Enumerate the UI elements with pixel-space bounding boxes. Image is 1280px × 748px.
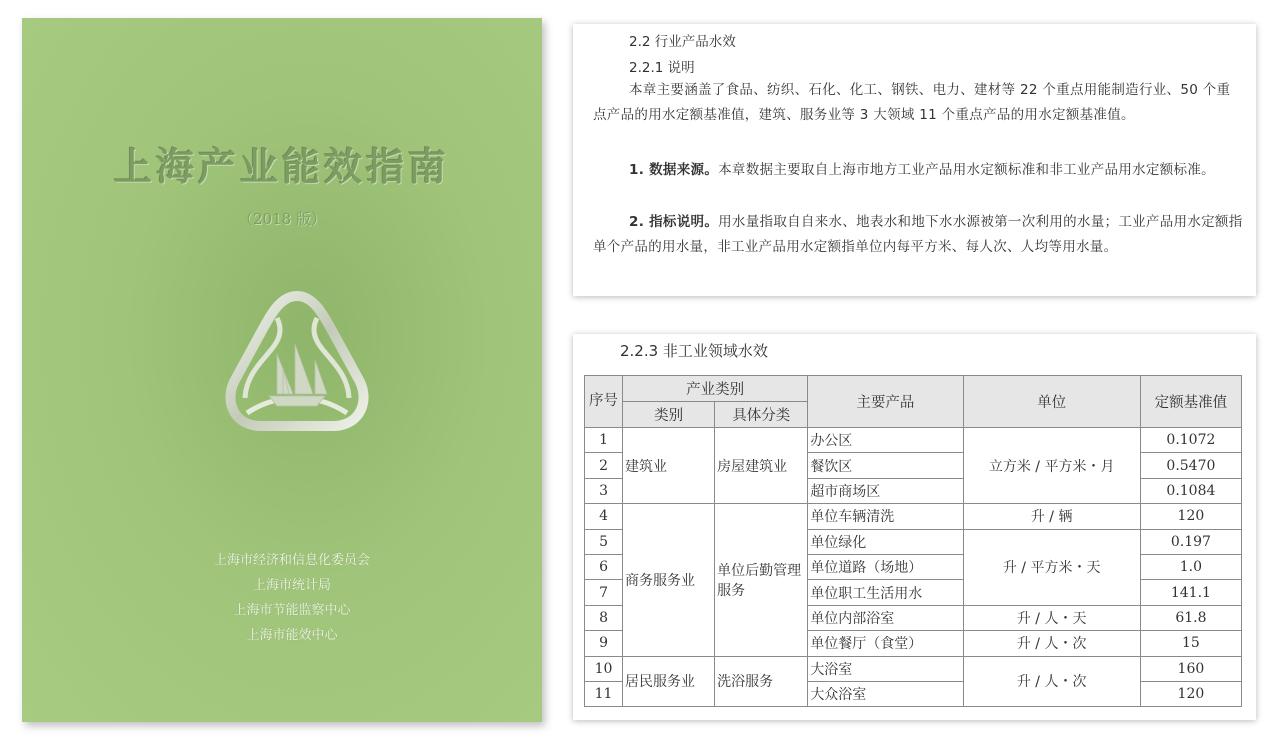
cell-value: 15 bbox=[1140, 631, 1241, 656]
org-line: 上海市经济和信息化委员会 bbox=[213, 553, 370, 568]
cell-seq: 1 bbox=[585, 428, 623, 453]
org-line: 上海市统计局 bbox=[252, 578, 331, 593]
cell-unit: 升 / 人・次 bbox=[963, 631, 1140, 656]
cover-edition: （2018 版） bbox=[238, 210, 326, 228]
cell-product: 办公区 bbox=[808, 428, 963, 453]
cell-value: 120 bbox=[1140, 504, 1241, 529]
header-seq: 序号 bbox=[585, 376, 623, 428]
header-category: 类别 bbox=[623, 402, 715, 428]
table-caption: 2.2.3 非工业领域水效 bbox=[620, 342, 768, 360]
data-source-paragraph bbox=[593, 158, 1243, 183]
cell-value: 1.0 bbox=[1140, 554, 1241, 579]
header-industry: 产业类别 bbox=[623, 376, 808, 402]
cell-product: 单位绿化 bbox=[808, 529, 963, 554]
org-line: 上海市节能监察中心 bbox=[233, 603, 351, 618]
text-excerpt-panel bbox=[573, 24, 1256, 296]
cell-value: 120 bbox=[1140, 681, 1241, 706]
data-source-text: 本章数据主要取自上海市地方工业产品用水定额标准和非工业产品用水定额标准。 bbox=[718, 162, 1215, 178]
cell-product: 餐饮区 bbox=[808, 453, 963, 478]
water-quota-table bbox=[584, 375, 1242, 707]
header-unit: 单位 bbox=[963, 376, 1140, 428]
cell-subcategory: 单位后勤管理服务 bbox=[715, 504, 808, 656]
table-row bbox=[585, 504, 1242, 529]
cell-seq: 7 bbox=[585, 580, 623, 605]
cell-unit: 升 / 平方米・天 bbox=[963, 529, 1140, 605]
cell-value: 160 bbox=[1140, 656, 1241, 681]
cell-product: 大众浴室 bbox=[808, 681, 963, 706]
cell-unit: 立方米 / 平方米・月 bbox=[963, 428, 1140, 504]
cell-value: 0.1072 bbox=[1140, 428, 1241, 453]
section-heading: 2.2 行业产品水效 bbox=[629, 34, 736, 50]
cell-seq: 3 bbox=[585, 478, 623, 503]
header-value: 定额基准值 bbox=[1140, 376, 1241, 428]
header-subcategory: 具体分类 bbox=[715, 402, 808, 428]
cell-product: 单位车辆清洗 bbox=[808, 504, 963, 529]
cell-subcategory: 洗浴服务 bbox=[715, 656, 808, 707]
cell-product: 单位内部浴室 bbox=[808, 605, 963, 630]
cell-product: 单位餐厅（食堂） bbox=[808, 631, 963, 656]
header-product: 主要产品 bbox=[808, 376, 963, 428]
cell-seq: 8 bbox=[585, 605, 623, 630]
cell-unit: 升 / 人・次 bbox=[963, 656, 1140, 707]
cover-title: 上海产业能效指南 bbox=[113, 144, 450, 189]
org-line: 上海市能效中心 bbox=[246, 628, 338, 643]
cover-organizations bbox=[22, 548, 542, 648]
cell-unit: 升 / 辆 bbox=[963, 504, 1140, 529]
intro-paragraph: 本章主要涵盖了食品、纺织、石化、化工、钢铁、电力、建材等 22 个重点用能制造行业、50 个重点产品的用水定额基准值，建筑、服务业等 3 大领域 11 个重点产品的用水定额基准值。 bbox=[593, 82, 1231, 123]
indicator-text: 用水量指取自自来水、地表水和地下水水源被第一次利用的水量；工业产品用水定额指单个产品的用水量，非工业产品用水定额指单位内每平方米、每人次、人均等用水量。 bbox=[593, 214, 1243, 255]
cell-product: 超市商场区 bbox=[808, 478, 963, 503]
cell-seq: 9 bbox=[585, 631, 623, 656]
cell-seq: 5 bbox=[585, 529, 623, 554]
subsection-heading: 2.2.1 说明 bbox=[629, 60, 695, 76]
indicator-label: 2. 指标说明。 bbox=[629, 214, 719, 230]
cell-product: 单位职工生活用水 bbox=[808, 580, 963, 605]
cell-value: 0.197 bbox=[1140, 529, 1241, 554]
cell-subcategory: 房屋建筑业 bbox=[715, 428, 808, 504]
cell-unit: 升 / 人・天 bbox=[963, 605, 1140, 630]
cell-product: 大浴室 bbox=[808, 656, 963, 681]
data-source-label: 1. 数据来源。 bbox=[629, 162, 719, 178]
cell-category: 商务服务业 bbox=[623, 504, 715, 656]
cell-seq: 11 bbox=[585, 681, 623, 706]
cell-seq: 2 bbox=[585, 453, 623, 478]
cell-value: 0.1084 bbox=[1140, 478, 1241, 503]
cell-seq: 10 bbox=[585, 656, 623, 681]
cell-value: 141.1 bbox=[1140, 580, 1241, 605]
table-excerpt-panel bbox=[573, 334, 1256, 720]
cell-category: 居民服务业 bbox=[623, 656, 715, 707]
cell-seq: 6 bbox=[585, 554, 623, 579]
table-row bbox=[585, 656, 1242, 681]
book-cover bbox=[22, 18, 542, 722]
cell-seq: 4 bbox=[585, 504, 623, 529]
cell-category: 建筑业 bbox=[623, 428, 715, 504]
cell-value: 0.5470 bbox=[1140, 453, 1241, 478]
cell-product: 单位道路（场地） bbox=[808, 554, 963, 579]
cell-value: 61.8 bbox=[1140, 605, 1241, 630]
table-row bbox=[585, 428, 1242, 453]
indicator-paragraph bbox=[593, 210, 1243, 259]
cover-logo-emblem bbox=[217, 288, 377, 438]
